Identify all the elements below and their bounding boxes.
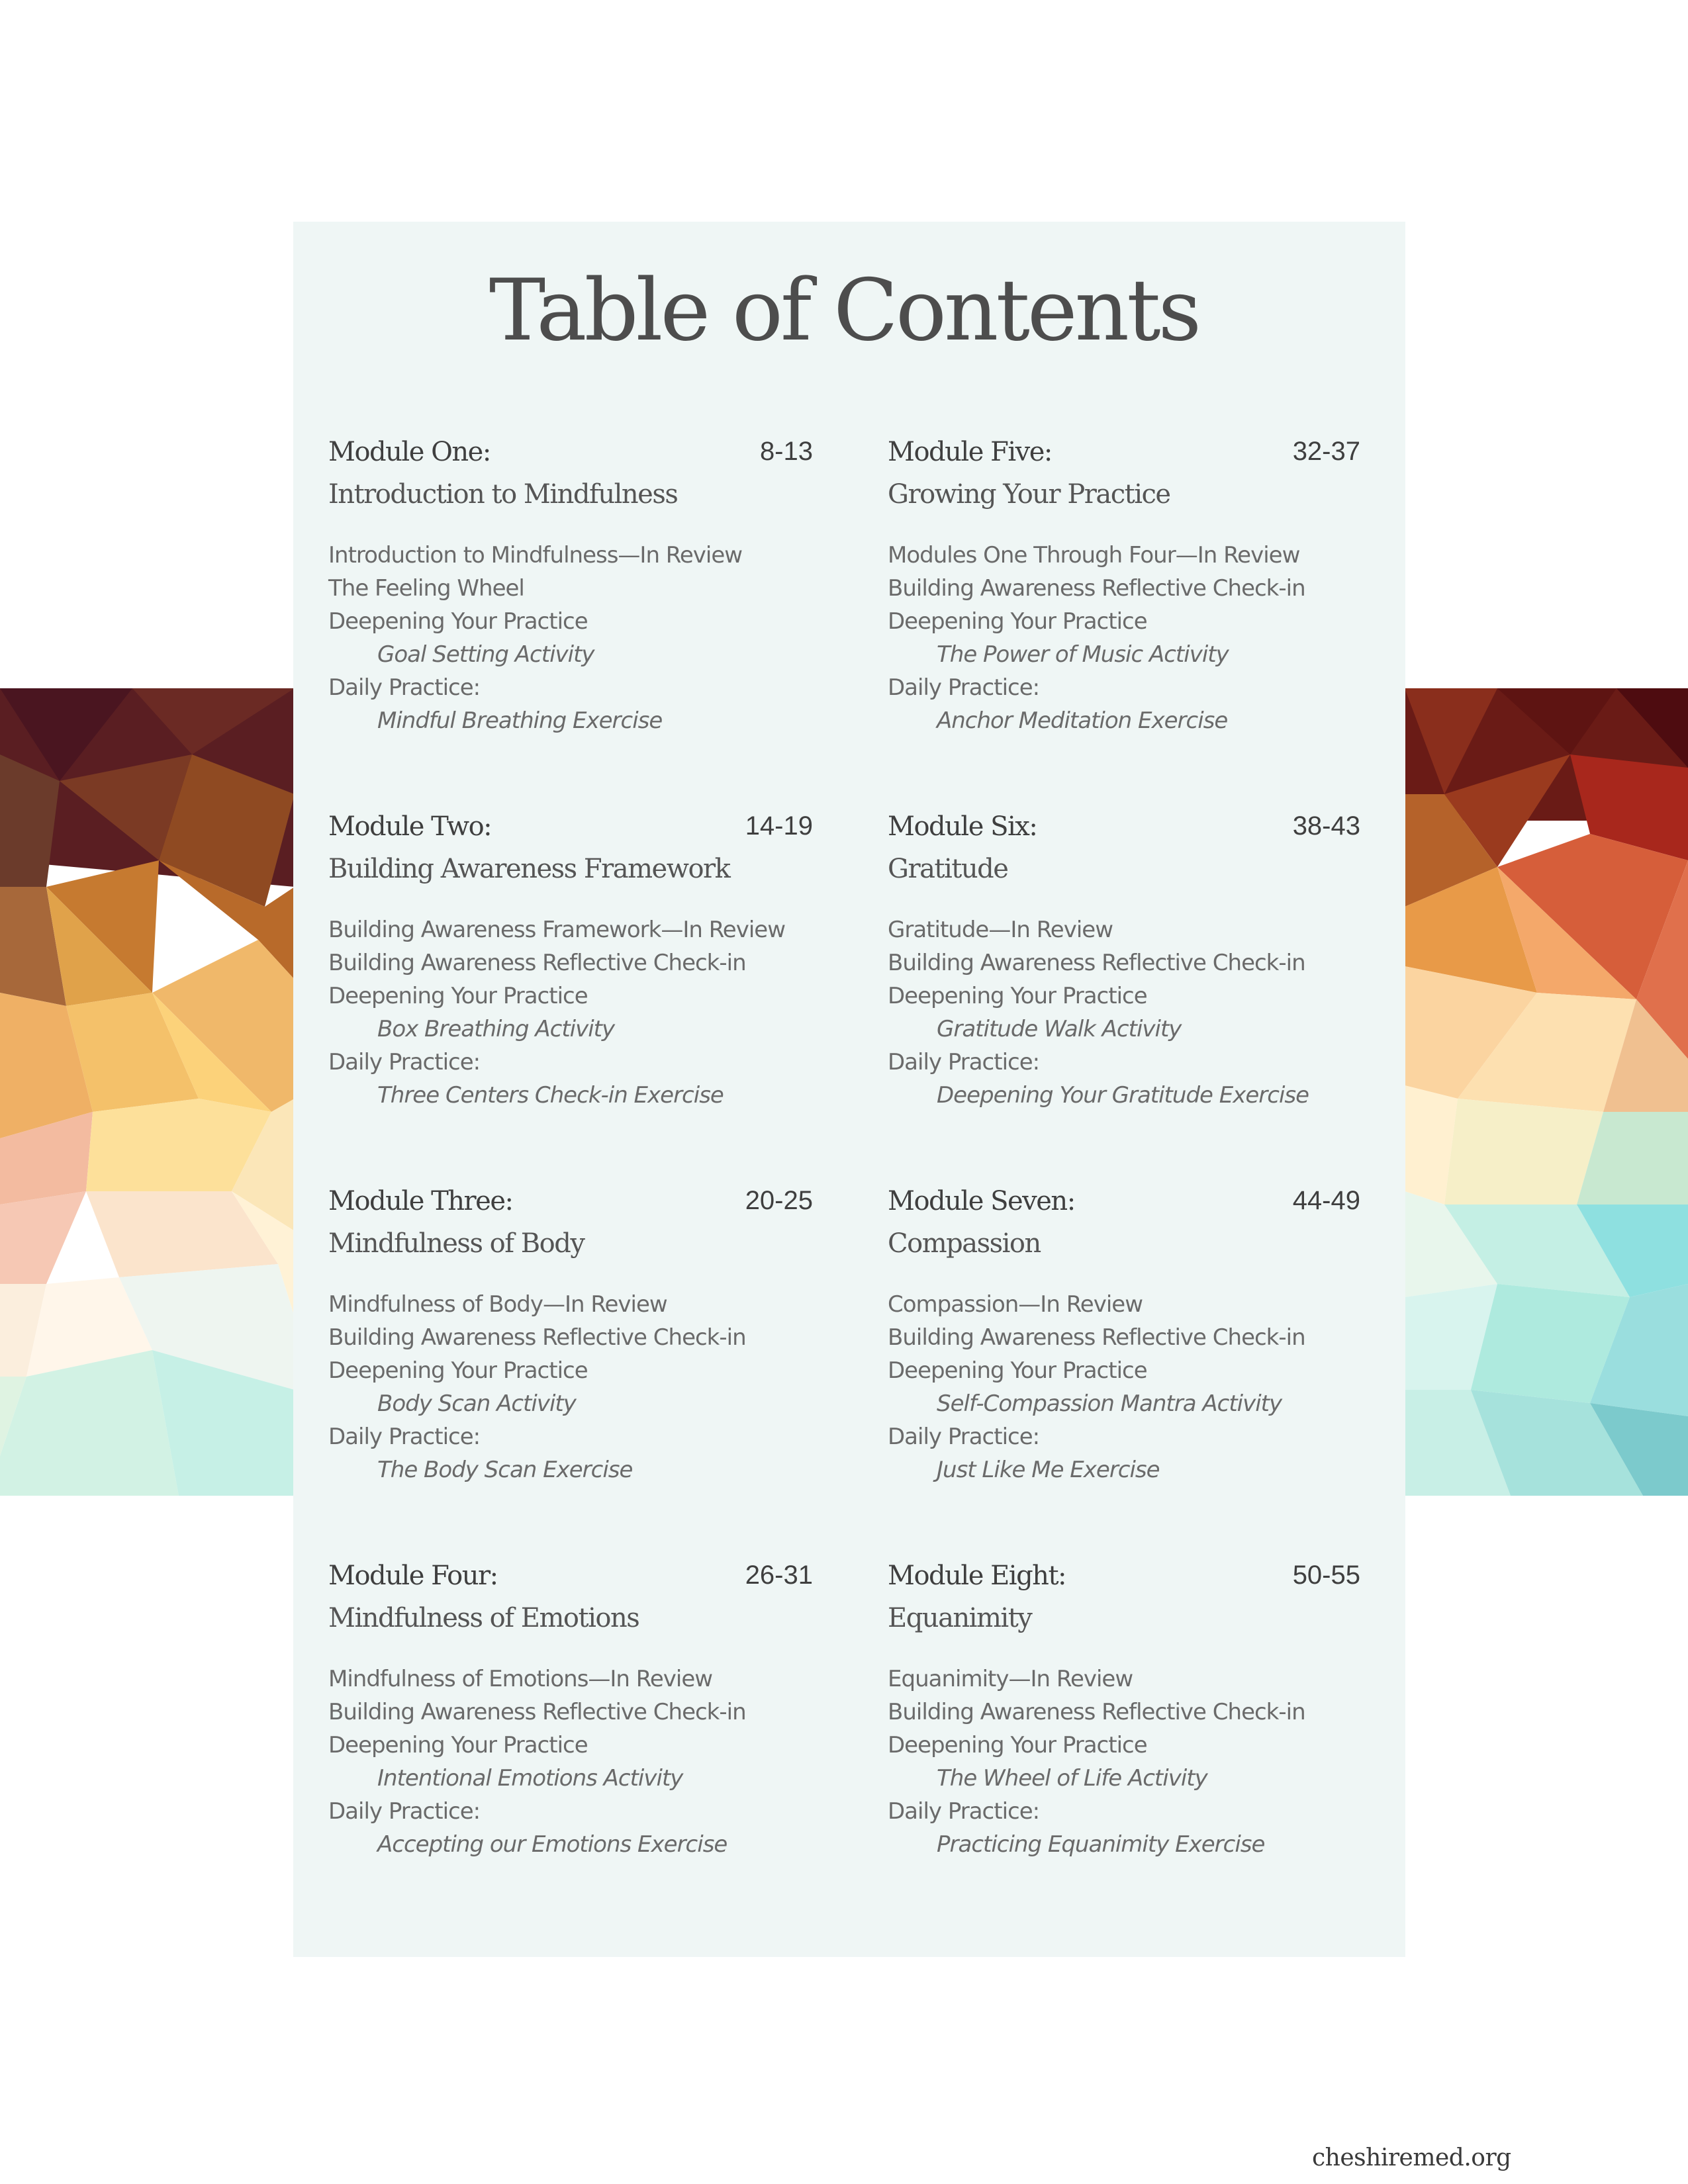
module-section-item: Daily Practice: — [328, 674, 481, 701]
module-heading — [328, 811, 813, 850]
module-page-range: 20-25 — [745, 1186, 813, 1215]
module-section-item: Mindfulness of Body—In Review — [328, 1291, 667, 1318]
module-section-item: Building Awareness Reflective Check-in — [888, 950, 1305, 976]
module-section-item: Building Awareness Reflective Check-in — [328, 1324, 746, 1351]
module-activity-item: The Wheel of Life Activity — [937, 1765, 1207, 1792]
module-section-item: Building Awareness Reflective Check-in — [888, 1699, 1305, 1725]
module-section-item: Building Awareness Framework—In Review — [328, 917, 786, 943]
module-section-item: Gratitude—In Review — [888, 917, 1113, 943]
module-heading — [328, 437, 813, 475]
module-page-range: 38-43 — [1292, 811, 1360, 841]
module-activity-item: Mindful Breathing Exercise — [377, 707, 663, 734]
toc-module — [328, 437, 813, 737]
module-activity-item: Anchor Meditation Exercise — [937, 707, 1228, 734]
module-heading — [888, 437, 1360, 475]
module-heading — [888, 811, 1360, 850]
module-heading — [888, 1186, 1360, 1224]
module-section-item: Equanimity—In Review — [888, 1666, 1133, 1692]
module-section-item: Building Awareness Reflective Check-in — [888, 575, 1305, 602]
module-subtitle: Mindfulness of Body — [328, 1228, 585, 1259]
module-subtitle: Gratitude — [888, 854, 1008, 884]
module-page-range: 14-19 — [745, 811, 813, 841]
module-label: Module One: — [328, 437, 491, 467]
module-activity-item: Deepening Your Gratitude Exercise — [937, 1082, 1309, 1109]
module-activity-item: The Body Scan Exercise — [377, 1457, 633, 1483]
module-section-item: The Feeling Wheel — [328, 575, 524, 602]
toc-module — [888, 437, 1360, 737]
module-section-item: Deepening Your Practice — [888, 983, 1147, 1009]
module-section-item: Introduction to Mindfulness—In Review — [328, 542, 743, 569]
module-section-item: Deepening Your Practice — [328, 1732, 588, 1758]
module-section-item: Daily Practice: — [888, 1424, 1040, 1450]
module-activity-item: Three Centers Check-in Exercise — [377, 1082, 724, 1109]
toc-module — [888, 1186, 1360, 1486]
module-page-range: 26-31 — [745, 1561, 813, 1590]
module-subtitle: Mindfulness of Emotions — [328, 1603, 639, 1633]
module-section-item: Deepening Your Practice — [328, 608, 588, 635]
module-label: Module Two: — [328, 811, 492, 842]
module-section-item: Daily Practice: — [328, 1424, 481, 1450]
module-activity-item: Body Scan Activity — [377, 1390, 576, 1417]
toc-module — [328, 1186, 813, 1486]
footer-website: cheshiremed.org — [1312, 2144, 1511, 2171]
module-activity-item: The Power of Music Activity — [937, 641, 1229, 668]
module-label: Module Five: — [888, 437, 1052, 467]
toc-module — [328, 1561, 813, 1861]
module-section-item: Deepening Your Practice — [888, 1357, 1147, 1384]
module-page-range: 32-37 — [1292, 437, 1360, 466]
module-section-item: Daily Practice: — [888, 1798, 1040, 1825]
module-label: Module Three: — [328, 1186, 513, 1216]
module-section-item: Daily Practice: — [328, 1049, 481, 1075]
module-activity-item: Accepting our Emotions Exercise — [377, 1831, 727, 1858]
module-subtitle: Building Awareness Framework — [328, 854, 730, 884]
module-heading — [328, 1186, 813, 1224]
module-page-range: 8-13 — [759, 437, 813, 466]
module-section-item: Modules One Through Four—In Review — [888, 542, 1300, 569]
module-section-item: Mindfulness of Emotions—In Review — [328, 1666, 713, 1692]
toc-module — [888, 811, 1360, 1112]
module-section-item: Building Awareness Reflective Check-in — [888, 1324, 1305, 1351]
page-title: Table of Contents — [489, 261, 1199, 360]
toc-module — [328, 811, 813, 1112]
module-label: Module Six: — [888, 811, 1037, 842]
module-subtitle: Compassion — [888, 1228, 1041, 1259]
module-label: Module Eight: — [888, 1561, 1066, 1591]
module-section-item: Daily Practice: — [328, 1798, 481, 1825]
module-section-item: Daily Practice: — [888, 1049, 1040, 1075]
module-page-range: 50-55 — [1292, 1561, 1360, 1590]
module-heading — [328, 1561, 813, 1599]
module-section-item: Deepening Your Practice — [328, 1357, 588, 1384]
module-activity-item: Gratitude Walk Activity — [937, 1016, 1182, 1042]
toc-module — [888, 1561, 1360, 1861]
module-section-item: Deepening Your Practice — [888, 1732, 1147, 1758]
module-section-item: Deepening Your Practice — [328, 983, 588, 1009]
module-page-range: 44-49 — [1292, 1186, 1360, 1215]
module-activity-item: Just Like Me Exercise — [937, 1457, 1160, 1483]
module-section-item: Deepening Your Practice — [888, 608, 1147, 635]
module-heading — [888, 1561, 1360, 1599]
module-label: Module Seven: — [888, 1186, 1075, 1216]
module-activity-item: Intentional Emotions Activity — [377, 1765, 683, 1792]
module-section-item: Compassion—In Review — [888, 1291, 1143, 1318]
module-section-item: Building Awareness Reflective Check-in — [328, 950, 746, 976]
module-activity-item: Practicing Equanimity Exercise — [937, 1831, 1265, 1858]
module-subtitle: Introduction to Mindfulness — [328, 479, 678, 510]
module-activity-item: Box Breathing Activity — [377, 1016, 615, 1042]
module-subtitle: Growing Your Practice — [888, 479, 1170, 510]
module-label: Module Four: — [328, 1561, 498, 1591]
module-activity-item: Self-Compassion Mantra Activity — [937, 1390, 1282, 1417]
module-section-item: Building Awareness Reflective Check-in — [328, 1699, 746, 1725]
module-subtitle: Equanimity — [888, 1603, 1032, 1633]
module-activity-item: Goal Setting Activity — [377, 641, 594, 668]
decorative-lowpoly-band-left — [0, 688, 295, 1496]
decorative-lowpoly-band-right — [1405, 688, 1688, 1496]
module-section-item: Daily Practice: — [888, 674, 1040, 701]
